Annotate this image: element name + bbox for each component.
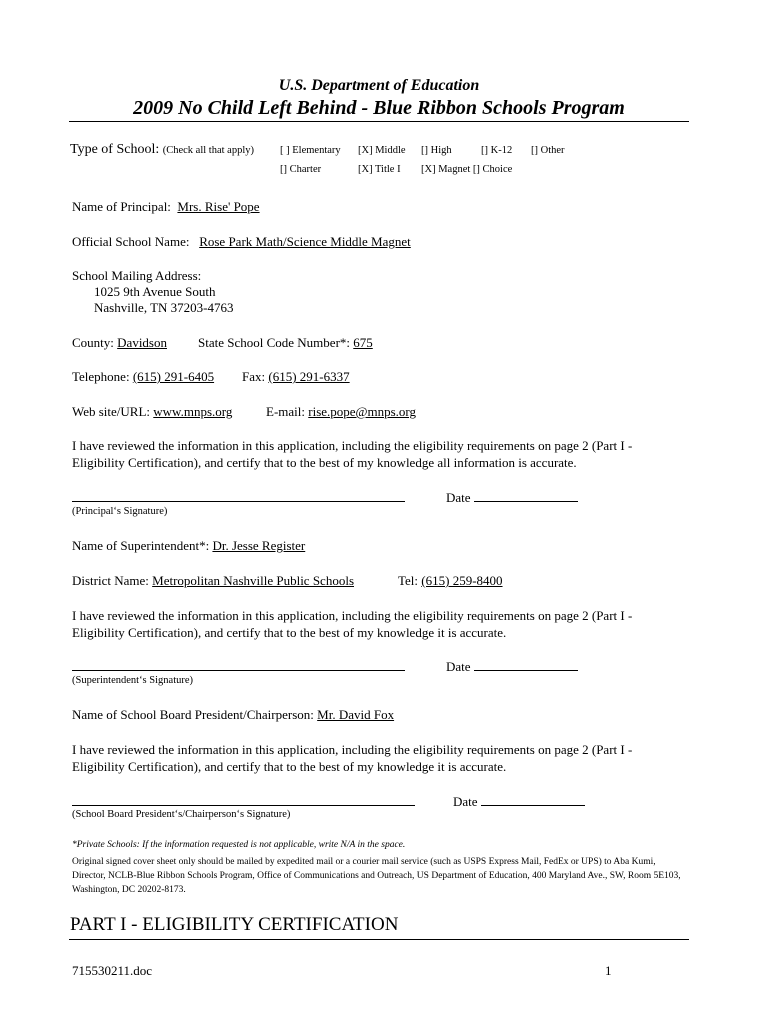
principal-field [72,199,260,215]
part1-rule [69,939,689,940]
checkbox-label: Elementary [292,145,341,156]
school-type-label: Type of School: (Check all that apply) [70,142,254,157]
principal-date-field[interactable] [446,489,578,506]
checkbox-middle [358,145,406,156]
district-tel-field [398,573,503,589]
checkbox-charter [280,164,321,175]
district-field [72,573,354,589]
address-line2: Nashville, TN 37203-4763 [94,300,234,315]
checkbox-mark: [X] [421,164,436,175]
checkbox-k12 [481,145,512,156]
checkbox-elementary [280,145,341,156]
principal-signature-line[interactable] [72,501,405,502]
checkbox-mark: [X] [358,145,373,156]
checkbox-magnet [421,164,512,175]
superintendent-signature-line[interactable] [72,670,405,671]
fax-label: Fax: [242,369,266,384]
state-code-label: State School Code Number*: [198,335,351,350]
superintendent-label: Name of Superintendent*: [72,538,210,553]
superintendent-signature-caption: (Superintendent‘s Signature) [72,675,194,686]
private-schools-note: *Private Schools: If the information requested is not applicable, write N/A in the space. [72,840,406,850]
part1-heading: PART I - ELIGIBILITY CERTIFICATION [70,914,399,935]
board-signature-caption: (School Board President‘s/Chairperson‘s Signature) [72,809,291,820]
board-president-label: Name of School Board President/Chairperson: [72,707,314,722]
date-line [481,793,585,806]
school-name-label: Official School Name: [72,234,190,249]
address-label: School Mailing Address: [72,268,202,283]
checkbox-label: Choice [482,164,513,175]
school-name-field [72,234,411,250]
superintendent-field [72,538,305,554]
superintendent-date-field[interactable] [446,658,578,675]
board-president-field [72,707,394,723]
checkbox-mark: [] [481,145,488,156]
checkbox-label: Charter [289,164,322,175]
date-line [474,489,578,502]
district-tel-label: Tel: [398,573,419,588]
telephone-field [72,369,214,385]
checkbox-mark: [] [472,164,480,175]
checkbox-title-i [358,164,401,175]
district-tel-value: (615) 259-8400 [421,573,503,588]
checkbox-high [421,145,452,156]
checkbox-label: K-12 [490,145,513,156]
superintendent-certification-text: I have reviewed the information in this application, including the eligibility requirements on page 2 (Part I - Eligibility Certification), and certify that to the best of my knowledge it is accurate. [72,608,633,640]
principal-certification-text: I have reviewed the information in this application, including the eligibility requirements on page 2 (Part I - Eligibility Certification), and certify that to the best of my knowledge all information is accurate. [72,438,633,470]
checkbox-label: High [430,145,452,156]
principal-label: Name of Principal: [72,199,171,214]
board-president-value: Mr. David Fox [317,707,395,722]
website-label: Web site/URL: [72,404,151,419]
telephone-value: (615) 291-6405 [132,369,215,384]
state-code-value: 675 [353,335,373,350]
program-title: 2009 No Child Left Behind - Blue Ribbon Schools Program [133,97,625,119]
district-label: District Name: [72,573,149,588]
website-field [72,404,232,420]
department-title: U.S. Department of Education [278,77,480,94]
page-number: 1 [605,963,612,978]
footer-filename: 715530211.doc [72,963,153,978]
checkbox-label: Other [540,145,565,156]
checkbox-label: Middle [375,145,406,156]
superintendent-value: Dr. Jesse Register [212,538,306,553]
date-line [474,658,578,671]
email-field [266,404,416,420]
county-field [72,335,167,351]
school-type-hint: (Check all that apply) [162,145,254,156]
date-label: Date [446,490,471,505]
board-date-field[interactable] [453,793,585,810]
board-certification-text: I have reviewed the information in this application, including the eligibility requirements on page 2 (Part I - Eligibility Certification), and certify that to the best of my knowledge it is accurate. [72,742,633,774]
header-rule [69,121,689,122]
address-line1: 1025 9th Avenue South [94,284,216,299]
telephone-label: Telephone: [72,369,130,384]
county-value: Davidson [117,335,167,350]
checkbox-mark: [] [421,145,428,156]
fax-field [242,369,350,385]
district-value: Metropolitan Nashville Public Schools [152,573,354,588]
principal-value: Mrs. Rise' Pope [177,199,260,214]
fax-value: (615) 291-6337 [268,369,350,384]
state-code-field [198,335,373,351]
checkbox-label: Magnet [438,164,471,175]
checkbox-mark: [X] [358,164,373,175]
checkbox-mark: [] [280,164,287,175]
checkbox-other [531,145,565,156]
email-link[interactable]: rise.pope@mnps.org [308,404,417,419]
checkbox-mark: [] [531,145,538,156]
date-label: Date [446,659,471,674]
checkbox-mark: [ ] [280,145,290,156]
date-label: Date [453,794,478,809]
checkbox-label: Title I [375,164,401,175]
county-label: County: [72,335,114,350]
board-signature-line[interactable] [72,805,415,806]
email-label: E-mail: [266,404,305,419]
principal-signature-caption: (Principal‘s Signature) [72,506,168,517]
school-name-value: Rose Park Math/Science Middle Magnet [199,234,411,249]
website-link[interactable]: www.mnps.org [153,404,233,419]
mailing-instructions: Original signed cover sheet only should be mailed by expedited mail or a courier mail service (such as USPS Express Mail, FedEx or UPS) to Aba Kumi, Director, NCLB-Blue Ribbon Schools Program, Office of Communications and Outreach, US Department of Education, 400 Maryland Ave., SW, Room 5E103, Washington, DC 20202-8173. [72,857,681,895]
